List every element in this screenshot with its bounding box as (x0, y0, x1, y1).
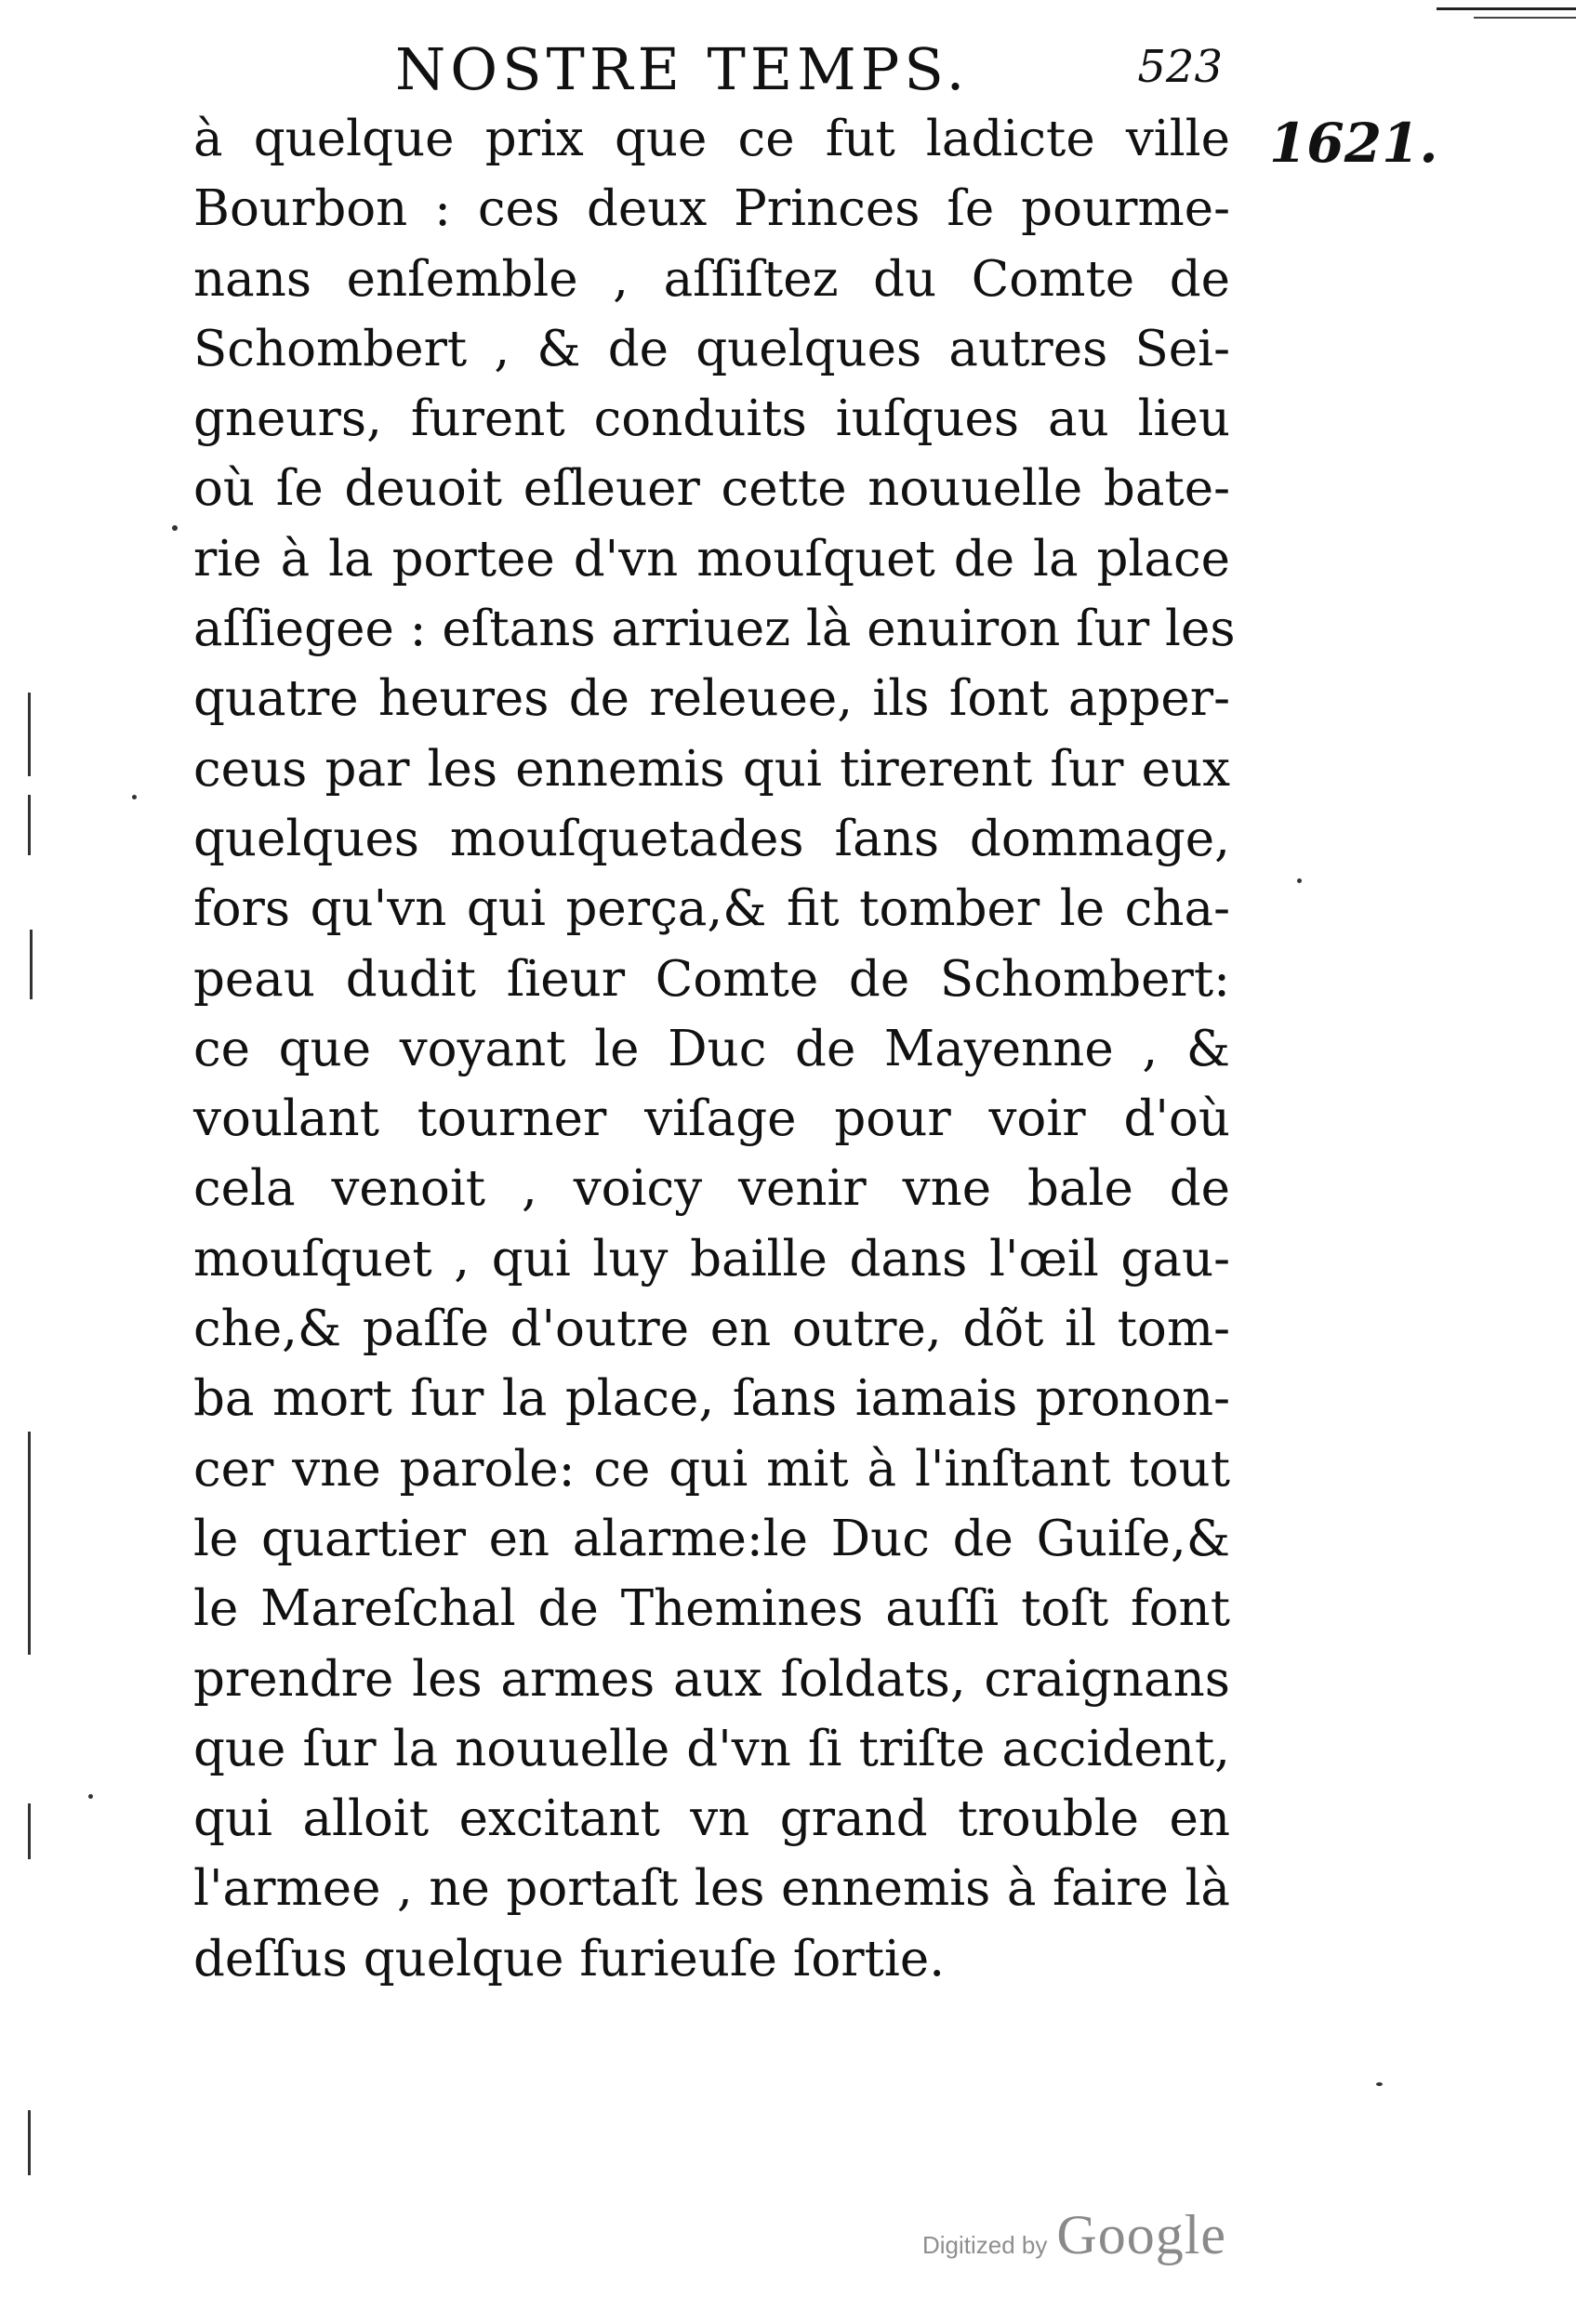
body-text (193, 104, 1236, 1994)
text-line: prendre les armes aux ſoldats, craignans (193, 1650, 1230, 1708)
text-line: cela venoit , voicy venir vne bale de (193, 1160, 1230, 1218)
margin-year-note: 1621. (1269, 112, 1438, 175)
margin-scratch (28, 795, 31, 855)
text-line: fors qu'vn qui perça,& fit tomber le cha- (193, 880, 1230, 938)
text-line: gneurs, furent conduits iuſques au lieu (193, 390, 1230, 448)
text-line: qui alloit excitant vn grand trouble en (193, 1790, 1230, 1848)
margin-scratch (28, 693, 31, 776)
digitization-watermark (922, 2203, 1226, 2267)
text-line: ce que voyant le Duc de Mayenne , & (193, 1020, 1230, 1077)
text-line: rie à la portee d'vn mouſquet de la place (193, 530, 1230, 588)
margin-scratch (30, 930, 33, 999)
scan-speck (172, 525, 178, 531)
text-line: peau dudit ſieur Comte de Schombert: (193, 950, 1230, 1008)
scan-speck (132, 795, 137, 799)
text-line: voulant tourner viſage pour voir d'où (193, 1090, 1230, 1148)
corner-rule (1474, 17, 1576, 19)
text-line: che,& paſſe d'outre en outre, dõt il tom- (193, 1301, 1230, 1358)
watermark-prefix: Digitized by (922, 2231, 1048, 2259)
text-line: quelques mouſquetades ſans dommage, (193, 810, 1230, 867)
corner-rule (1437, 7, 1576, 10)
text-line: que ſur la nouuelle d'vn ſi triſte accident, (193, 1720, 1230, 1777)
margin-scratch (28, 2110, 31, 2175)
google-logo: Google (1056, 2204, 1227, 2265)
text-line: ba mort ſur la place, ſans iamais pronon- (193, 1370, 1230, 1428)
text-line: l'armee , ne portaſt les ennemis à faire là (193, 1860, 1230, 1918)
text-line: cer vne parole: ce qui mit à l'inſtant tout (193, 1440, 1230, 1498)
text-line: Schombert , & de quelques autres Sei- (193, 320, 1230, 377)
scan-speck (1376, 2082, 1383, 2086)
text-line: Bourbon : ces deux Princes ſe pourme- (193, 180, 1230, 238)
text-line: quatre heures de releuee, ils ſont apper- (193, 670, 1230, 728)
page-number: 523 (1137, 41, 1223, 93)
margin-scratch (28, 1803, 31, 1859)
text-line: nans enſemble , aſſiſtez du Comte de (193, 250, 1230, 308)
text-line: aſſiegee : eſtans arriuez là enuiron ſur les (193, 601, 1236, 658)
running-header (395, 35, 1251, 110)
text-line: le Mareſchal de Themines auſſi toſt font (193, 1580, 1230, 1638)
text-line: deſſus quelque furieuſe ſortie. (193, 1930, 946, 1987)
text-line: le quartier en alarme:le Duc de Guiſe,& (193, 1510, 1230, 1567)
text-line: ceus par les ennemis qui tirerent ſur eux (193, 740, 1230, 798)
text-line: à quelque prix que ce fut ladicte ville (193, 111, 1230, 167)
margin-scratch (28, 1432, 31, 1655)
scan-speck (1297, 878, 1302, 883)
scan-speck (88, 1794, 93, 1799)
text-line: mouſquet , qui luy baille dans l'œil gau- (193, 1230, 1230, 1287)
running-title: NOSTRE TEMPS. (395, 35, 970, 103)
text-line: où ſe deuoit eſleuer cette nouuelle bate- (193, 460, 1230, 518)
